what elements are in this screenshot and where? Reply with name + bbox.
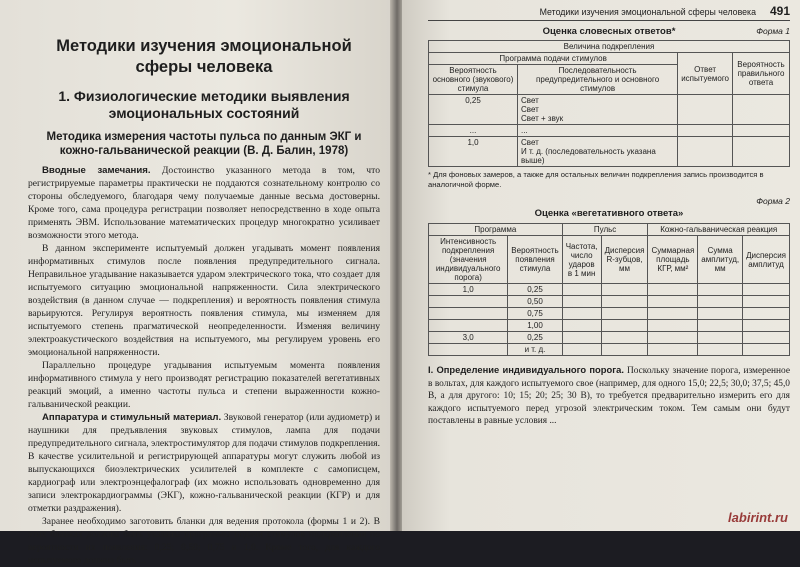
form2-prob-cell: 0,25	[508, 332, 562, 344]
form2-prob-cell: 0,75	[508, 308, 562, 320]
form2-col-rdisp: Дисперсия R-зубцов, мм	[601, 236, 648, 284]
form2-empty-cell	[698, 284, 743, 296]
form1-footnote: * Для фоновых замеров, а также для остальных величин подкрепления запись производится в аналогичной форме.	[428, 170, 764, 189]
left-page	[0, 0, 392, 566]
running-head-text: Методики изучения эмоциональной сферы человека	[539, 7, 756, 17]
table-row	[429, 284, 790, 296]
form1-label: Форма 1	[756, 26, 790, 36]
form2-empty-cell	[743, 284, 790, 296]
form2-intensity-cell	[429, 308, 508, 320]
form2-empty-cell	[743, 320, 790, 332]
parallel-paragraph: Параллельно процедуре угадывания испытуемым момента появления информативного стимула у него производят регистрацию показателей вегетативных реакций эмоций, а именно частоты пульса и степени выраженности кожно-гальванической реакции.	[28, 360, 380, 410]
seq-item: Свет	[521, 96, 539, 105]
form1-correct-cell	[733, 125, 790, 137]
protocol-paragraph: Заранее необходимо заготовить бланки для ведения протокола (формы 1 и 2). В этих бланках должны быть указаны программы подачи стимулов подкрепления по вероятности их появления: 0,25; 0,50; 0,75 и 1,0. Кроме того, для каждого испытуемого должна быть ...	[28, 516, 380, 566]
form2-empty-cell	[698, 332, 743, 344]
form2-prob-cell: 0,25	[508, 284, 562, 296]
seq-item: И т. д. (последовательность указана выше)	[521, 147, 656, 165]
form1-title: Оценка словесных ответов*	[542, 26, 676, 37]
form1-correct-cell	[733, 95, 790, 125]
form2-col-ampdisp: Дисперсия амплитуд	[743, 236, 790, 284]
form1-answer-cell	[678, 95, 733, 125]
table-row	[429, 344, 790, 356]
equipment-paragraph	[28, 411, 380, 515]
equipment-text: Звуковой генератор (или аудиометр) и наушники для предъявления звуковых стимулов, лампа для подачи предупредительного сигнала, электростимулятор для подачи стимулов подкрепления. В качестве усилительной и регистрирующей аппаратуры могут служить любой из выпускающихся биоэлектрических усилителей в комплекте с самописцем, кардиограф или электроэнцефалограф (их можно использовать одновременно для записи электрокардиограммы (ЭКГ), кожно-гальванической реакции (КГР) и для отметки раздражения).	[28, 412, 380, 514]
form2-prob-cell: и т. д.	[508, 344, 562, 356]
form2-intensity-cell	[429, 296, 508, 308]
experiment-paragraph: В данном эксперименте испытуемый должен угадывать момент появления информативных стимулов после появления предупредительного сигнала. Неправильное угадывание наказывается ударом электрического тока, что создает для испытуемого ситуацию эмоциональной напряженности. Сила электрического воздействия (в данном случае — подкрепления) и вероятность появления стимула варьируются. Регулируя вероятность появления стимула, мы изменяем для испытуемого степень прагматической неопределенности. Изменяя величину электроакустического воздействия на испытуемого, мы регулируем уровень его эмоциональной напряженности.	[28, 243, 380, 358]
form2-empty-cell	[648, 308, 698, 320]
form1-seq-cell: ...	[518, 125, 678, 137]
form1-answer-cell	[678, 125, 733, 137]
form2-empty-cell	[562, 332, 601, 344]
table-row	[429, 296, 790, 308]
table-row	[429, 125, 790, 137]
form2-col-rate: Частота, число ударов в 1 мин	[562, 236, 601, 284]
form1-col-answer: Ответ испытуемого	[678, 53, 733, 95]
form2-empty-cell	[601, 320, 648, 332]
form2-empty-cell	[601, 284, 648, 296]
form1-table	[428, 40, 790, 167]
form2-empty-cell	[698, 308, 743, 320]
running-head	[428, 4, 790, 21]
section-heading: Методика измерения частоты пульса по данным ЭКГ и кожно-гальванической реакции (В. Д. Балин, 1978)	[46, 131, 362, 157]
form1-correct-cell	[733, 137, 790, 167]
seq-item: Свет	[521, 138, 539, 147]
form2-intensity-cell: 3,0	[429, 332, 508, 344]
form2-col-prob: Вероятность появления стимула	[508, 236, 562, 284]
form2-intensity-cell	[429, 320, 508, 332]
form2-label: Форма 2	[756, 196, 790, 206]
form2-empty-cell	[601, 344, 648, 356]
form1-col-prob: Вероятность основного (звукового) стимула	[429, 65, 518, 95]
form1-group-header: Величина подкрепления	[429, 41, 790, 53]
page-title: Методики изучения эмоциональной сферы человека	[56, 37, 352, 76]
form2-empty-cell	[562, 344, 601, 356]
form2-empty-cell	[648, 332, 698, 344]
form2-empty-cell	[562, 284, 601, 296]
form2-empty-cell	[648, 320, 698, 332]
table-row	[429, 95, 790, 125]
form2-col-ampsum: Сумма амплитуд, мм	[698, 236, 743, 284]
form2-table	[428, 223, 790, 356]
form2-intensity-cell: 1,0	[429, 284, 508, 296]
intro-text: Достоинство указанного метода в том, что регистрируемые параметры практически не поддаются сознательному контролю со стороны обследуемого, благодаря чему получаемые данные весьма достоверны. Кроме того, сама процедура регистрации позволяет непосредственно в ходе опыта применять ЭВМ. Использование математических процедур многократно усиливает возможности этого метода.	[28, 165, 380, 241]
form2-empty-cell	[648, 284, 698, 296]
form1-prob-cell: 0,25	[429, 95, 518, 125]
step1-paragraph	[428, 364, 790, 428]
table-row	[429, 308, 790, 320]
form2-prob-cell: 0,50	[508, 296, 562, 308]
form1-prob-cell: ...	[429, 125, 518, 137]
form2-title: Оценка «вегетативного ответа»	[534, 208, 684, 219]
chapter-heading: 1. Физиологические методики выявления эмоциональных состояний	[58, 88, 350, 121]
form2-col-area: Суммарная площадь КГР, мм²	[648, 236, 698, 284]
form2-group-kgr: Кожно-гальваническая реакция	[648, 224, 790, 236]
intro-label: Вводные замечания.	[42, 165, 151, 176]
form2-group-pulse: Пульс	[562, 224, 648, 236]
form2-empty-cell	[601, 296, 648, 308]
form2-empty-cell	[743, 344, 790, 356]
form1-answer-cell	[678, 137, 733, 167]
seq-item: Свет	[521, 105, 539, 114]
form2-empty-cell	[562, 296, 601, 308]
form1-seq-cell	[518, 137, 678, 167]
form1-col-seq: Последовательность предупредительного и основного стимулов	[518, 65, 678, 95]
form2-empty-cell	[562, 320, 601, 332]
form2-prob-cell: 1,00	[508, 320, 562, 332]
form2-empty-cell	[743, 308, 790, 320]
form2-empty-cell	[743, 296, 790, 308]
form2-empty-cell	[562, 308, 601, 320]
form2-group-program: Программа	[429, 224, 563, 236]
form2-empty-cell	[698, 344, 743, 356]
form2-empty-cell	[743, 332, 790, 344]
right-page	[402, 0, 800, 531]
step1-label: I. Определение индивидуального порога.	[428, 364, 624, 375]
watermark: labirint.ru	[728, 510, 788, 525]
form1-prob-cell: 1,0	[429, 137, 518, 167]
form2-empty-cell	[698, 296, 743, 308]
intro-paragraph	[28, 164, 380, 242]
form1-seq-cell	[518, 95, 678, 125]
form2-empty-cell	[648, 296, 698, 308]
seq-item: Свет + звук	[521, 114, 564, 123]
form2-empty-cell	[601, 308, 648, 320]
form2-empty-cell	[601, 332, 648, 344]
form2-intensity-cell	[429, 344, 508, 356]
step1-text: Поскольку значение порога, измеренное в вольтах, для каждого испытуемого свое (например, для одного 15,0; 22,5; 30,0; 37,5; 45,0 В, а для другого: 10; 15; 20; 25; 30 В), то требуется предварительно измерить его для каждого испытуемого перед угрозой электрическим током. Тем самым они будут поставлены в равные условия ...	[428, 366, 791, 426]
page-number: 491	[769, 4, 790, 18]
table-row	[429, 332, 790, 344]
equipment-label: Аппаратура и стимульный материал.	[42, 412, 222, 423]
form2-empty-cell	[648, 344, 698, 356]
table-row	[429, 320, 790, 332]
form1-subgroup-header: Программа подачи стимулов	[429, 53, 678, 65]
form1-col-correct: Вероятность правильного ответа	[733, 53, 790, 95]
form2-empty-cell	[698, 320, 743, 332]
form2-col-intensity: Интенсивность подкрепления (значения индивидуального порога)	[429, 236, 508, 284]
table-row	[429, 137, 790, 167]
